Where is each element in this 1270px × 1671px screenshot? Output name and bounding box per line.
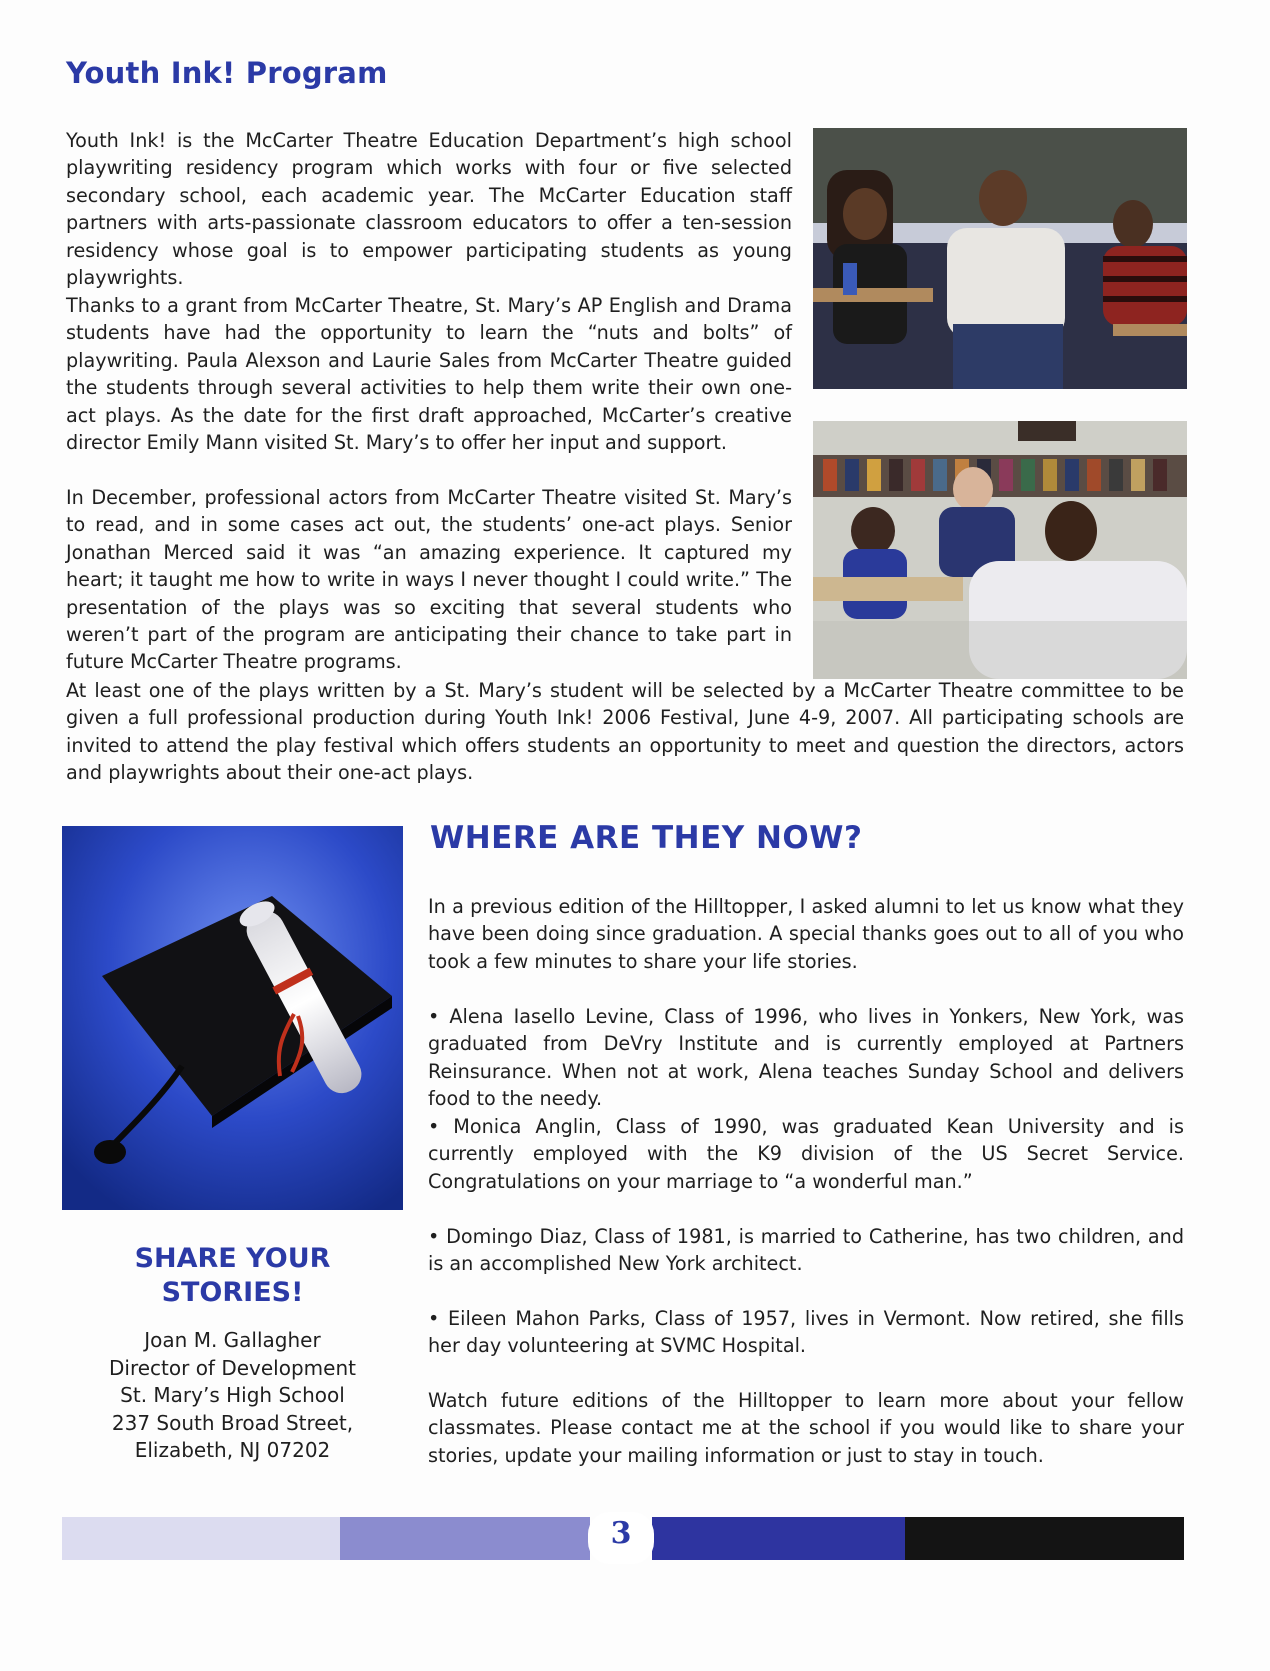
- classroom-photo-2: [813, 421, 1187, 679]
- contact-street: 237 South Broad Street,: [111, 1410, 354, 1435]
- alumni-item: • Alena Iasello Levine, Class of 1996, who lives in Yonkers, New York, was graduated from DeVry Institute and is currently employed at Partners Reinsurance. When not at work, Alena teaches Sunday School and delivers food to the needy.: [428, 1005, 1184, 1111]
- graduation-photo: [62, 826, 403, 1210]
- contact-address: [62, 1327, 403, 1465]
- contact-city: Elizabeth, NJ 07202: [134, 1438, 331, 1462]
- contact-role: Director of Development: [109, 1355, 356, 1380]
- alumni-item: • Domingo Diaz, Class of 1981, is married to Catherine, has two children, and is an accomplished New York architect.: [428, 1225, 1184, 1276]
- paragraph-grant: Thanks to a grant from McCarter Theatre, St. Mary’s AP English and Drama students have had the opportunity to learn the “nuts and bolts” of playwriting. Paula Alexson and Laurie Sales from McCarter Theatre guided the students through several activities to help them write their own one-act plays. As the date for the first draft approached, McCarter’s creative director Emily Mann visited St. Mary’s to offer her input and support.: [66, 294, 792, 455]
- paragraph-intro: Youth Ink! is the McCarter Theatre Education Department’s high school playwriting residency program which works with four or five selected secondary school, each academic year. The McCarter Education staff partners with arts-passionate classroom educators to offer a ten-session residency whose goal is to empower participating students as young playwrights.: [66, 129, 792, 290]
- where-heading: WHERE ARE THEY NOW?: [430, 820, 863, 856]
- classroom-photo-1: [813, 128, 1187, 389]
- alumni-item: • Monica Anglin, Class of 1990, was graduated Kean University and is currently employed with the K9 division of the US Secret Service. Congratulations on your marriage to “a wonderful man.”: [428, 1115, 1184, 1193]
- page-number: 3: [610, 1516, 632, 1551]
- contact-name: Joan M. Gallagher: [144, 1328, 321, 1352]
- page-title: Youth Ink! Program: [66, 56, 388, 90]
- contact-school: St. Mary’s High School: [120, 1383, 345, 1407]
- alumni-item: • Eileen Mahon Parks, Class of 1957, lives in Vermont. Now retired, she fills her day volunteering at SVMC Hospital.: [428, 1307, 1184, 1358]
- share-stories-heading: [62, 1242, 403, 1310]
- footer-bar-mid: [340, 1517, 590, 1560]
- footer-bar-dark: [652, 1517, 905, 1560]
- paragraph-festival: At least one of the plays written by a St. Mary’s student will be selected by a McCarter Theatre committee to be given a full professional production during Youth Ink! 2006 Festival, June 4-9, 2007. All participating schools are invited to attend the play festival which offers students an opportunity to meet and question the directors, actors and playwrights about their one-act plays.: [66, 679, 1184, 785]
- paragraph-december: In December, professional actors from McCarter Theatre visited St. Mary’s to read, and in some cases act out, the students’ one-act plays. Senior Jonathan Merced said it was “an amazing experience. It captured my heart; it taught me how to write in ways I never thought I could write.” The presentation of the plays was so exciting that several students who weren’t part of the program are anticipating their chance to take part in future McCarter Theatre programs.: [66, 486, 792, 674]
- share-title-line2: STORIES!: [161, 1277, 304, 1308]
- where-closing: Watch future editions of the Hilltopper to learn more about your fellow classmates. Please contact me at the school if you would like to share your stories, update your mailing information or just to stay in touch.: [428, 1389, 1184, 1467]
- footer-bar-light: [62, 1517, 340, 1560]
- footer-bar-black: [905, 1517, 1184, 1560]
- share-title-line1: SHARE YOUR: [134, 1243, 331, 1274]
- where-intro: In a previous edition of the Hilltopper, I asked alumni to let us know what they have been doing since graduation. A special thanks goes out to all of you who took a few minutes to share your life stories.: [428, 895, 1184, 973]
